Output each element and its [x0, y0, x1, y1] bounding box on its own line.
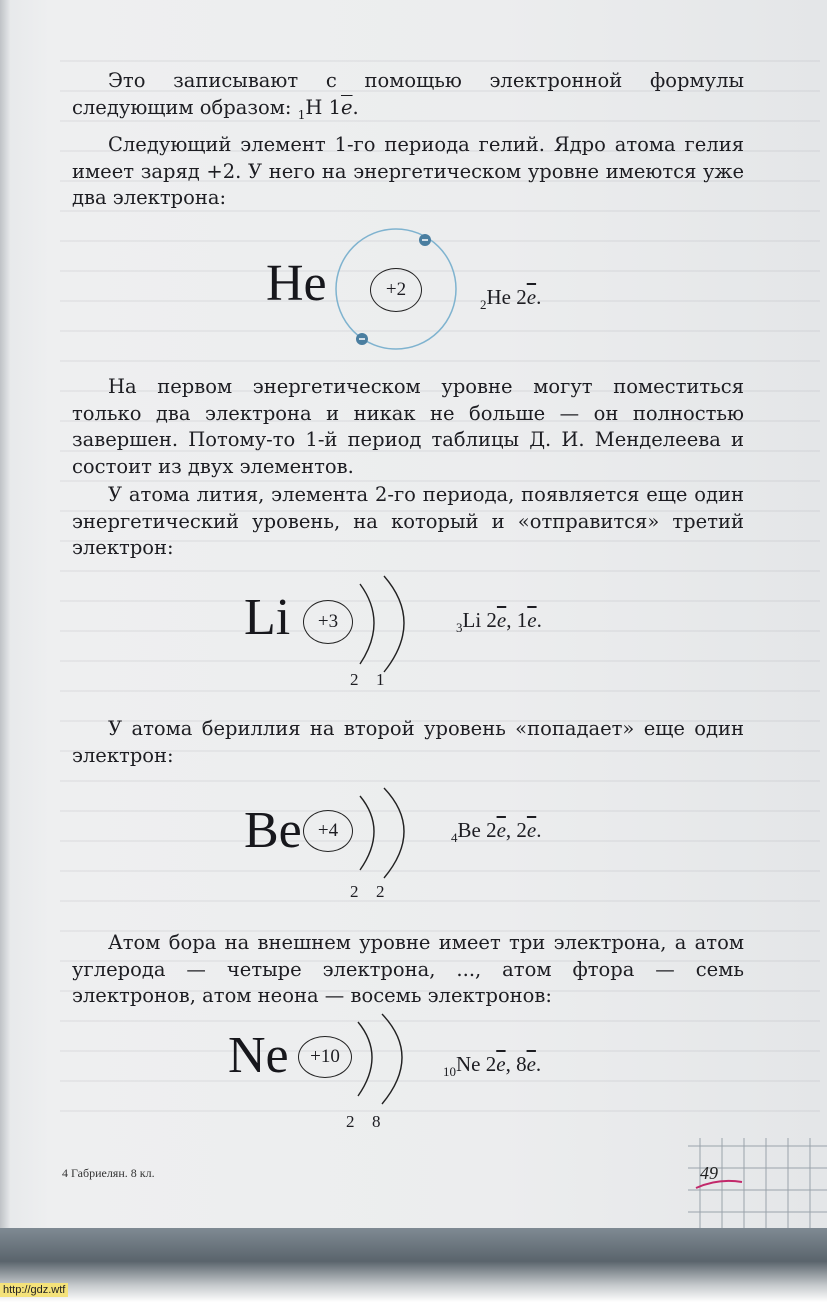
- neon-formula-sub: 10: [443, 1064, 456, 1080]
- lithium-formula-shell-1: 2: [486, 608, 497, 632]
- beryllium-shells: [340, 786, 430, 886]
- neon-symbol: Ne: [228, 1027, 289, 1084]
- lithium-formula-electron: $\overline{e}$: [496, 608, 507, 632]
- beryllium-shell-1-count: 2: [350, 882, 359, 901]
- helium-formula-symbol: He: [486, 285, 511, 309]
- neon-formula-electron: $\overline{e}$: [496, 1052, 506, 1076]
- beryllium-formula-electron: $\overline{e}$: [526, 818, 537, 842]
- helium-formula-count: 2: [516, 285, 527, 309]
- lithium-formula-electron: $\overline{e}$: [527, 608, 537, 632]
- hydrogen-formula-count: 1: [328, 95, 341, 119]
- neon-electron-formula: $_{10}$Ne $2\overline{e}$, $8\overline{e}$.: [443, 1052, 542, 1080]
- watermark-link[interactable]: http://gdz.wtf: [0, 1283, 68, 1297]
- scan-bottom-edge: [0, 1228, 827, 1302]
- hydrogen-formula-electron: $\overline{e}$: [340, 95, 353, 119]
- lithium-shell-1-count: 2: [350, 670, 359, 689]
- beryllium-formula-electron: $\overline{e}$: [496, 818, 506, 842]
- paragraph-3-text: На первом энергетическом уровне могут поместиться только два электрона и никак не больше — он полностью завершен. Потому-то 1-й период таблицы Д. И. Менделеева и состоит из двух элементов.: [72, 375, 744, 478]
- paragraph-5: [72, 716, 744, 769]
- neon-shell-2-count: 8: [372, 1112, 381, 1131]
- lithium-nucleus: +3: [303, 600, 353, 644]
- helium-nucleus: +2: [370, 268, 422, 312]
- helium-formula-electron: $\overline{e}$: [526, 285, 537, 309]
- beryllium-shell-2-count: 2: [376, 882, 385, 901]
- binding-shadow: [0, 0, 10, 1302]
- neon-shell-1-count: 2: [346, 1112, 355, 1131]
- neon-shells: [338, 1012, 428, 1112]
- neon-formula-shell-1: 2: [485, 1052, 497, 1076]
- page-footer: 4 Габриелян. 8 кл.: [62, 1166, 155, 1180]
- hydrogen-formula-end: .: [352, 95, 359, 119]
- beryllium-nucleus: +4: [303, 810, 353, 852]
- neon-nucleus: +10: [298, 1036, 352, 1078]
- helium-symbol: He: [266, 255, 327, 312]
- beryllium-electron-formula: $_4$Be $2\overline{e}$, $2\overline{e}$.: [451, 818, 542, 846]
- paragraph-2-text: Следующий элемент 1-го периода гелий. Ядро атома гелия имеет заряд +2. У него на энергетическом уровне имеются уже два электрона:: [72, 133, 744, 209]
- paragraph-4-text: У атома лития, элемента 2-го периода, появляется еще один энергетический уровень, на который и «отправится» третий электрон:: [72, 483, 744, 559]
- beryllium-formula-sub: 4: [451, 830, 458, 846]
- paragraph-1-text: Это записывают с помощью электронной формулы следующим образом:: [72, 69, 744, 119]
- hydrogen-formula: [297, 95, 359, 122]
- neon-formula-shell-2: 8: [516, 1052, 527, 1076]
- lithium-shells: [340, 572, 430, 682]
- lithium-formula-sub: 3: [456, 620, 463, 636]
- paragraph-2: [72, 132, 744, 212]
- paragraph-4: [72, 482, 744, 562]
- helium-formula-sub: 2: [480, 297, 487, 313]
- paragraph-6-text: Атом бора на внешнем уровне имеет три электрона, а атом углерода — четыре электрона, ..., атом фтора — семь электронов, атом неона — восемь электронов:: [72, 931, 744, 1007]
- paragraph-5-text: У атома бериллия на второй уровень «попадает» еще один электрон:: [72, 717, 744, 767]
- beryllium-symbol: Be: [244, 802, 302, 859]
- beryllium-formula-symbol: Be: [457, 818, 481, 842]
- page-number: 49: [700, 1163, 718, 1183]
- lithium-symbol: Li: [244, 589, 291, 646]
- beryllium-formula-shell-2: 2: [516, 818, 527, 842]
- beryllium-formula-shell-1: 2: [486, 818, 497, 842]
- hydrogen-formula-symbol: H: [305, 95, 323, 119]
- paragraph-1: [72, 68, 744, 128]
- paragraph-3: [72, 374, 744, 480]
- hydrogen-formula-sub: 1: [297, 107, 306, 122]
- neon-formula-symbol: Ne: [456, 1052, 481, 1076]
- lithium-electron-formula: $_3$Li $2\overline{e}$, $1\overline{e}$.: [456, 608, 542, 636]
- neon-formula-electron: $\overline{e}$: [526, 1052, 536, 1076]
- lithium-shell-2-count: 1: [376, 670, 385, 689]
- helium-electron-formula: $_2$He $2\overline{e}$.: [480, 285, 542, 313]
- page-number-grid: [688, 1138, 827, 1238]
- lithium-formula-symbol: Li: [462, 608, 482, 632]
- lithium-formula-shell-2: 1: [516, 608, 528, 632]
- paragraph-6: [72, 930, 744, 1010]
